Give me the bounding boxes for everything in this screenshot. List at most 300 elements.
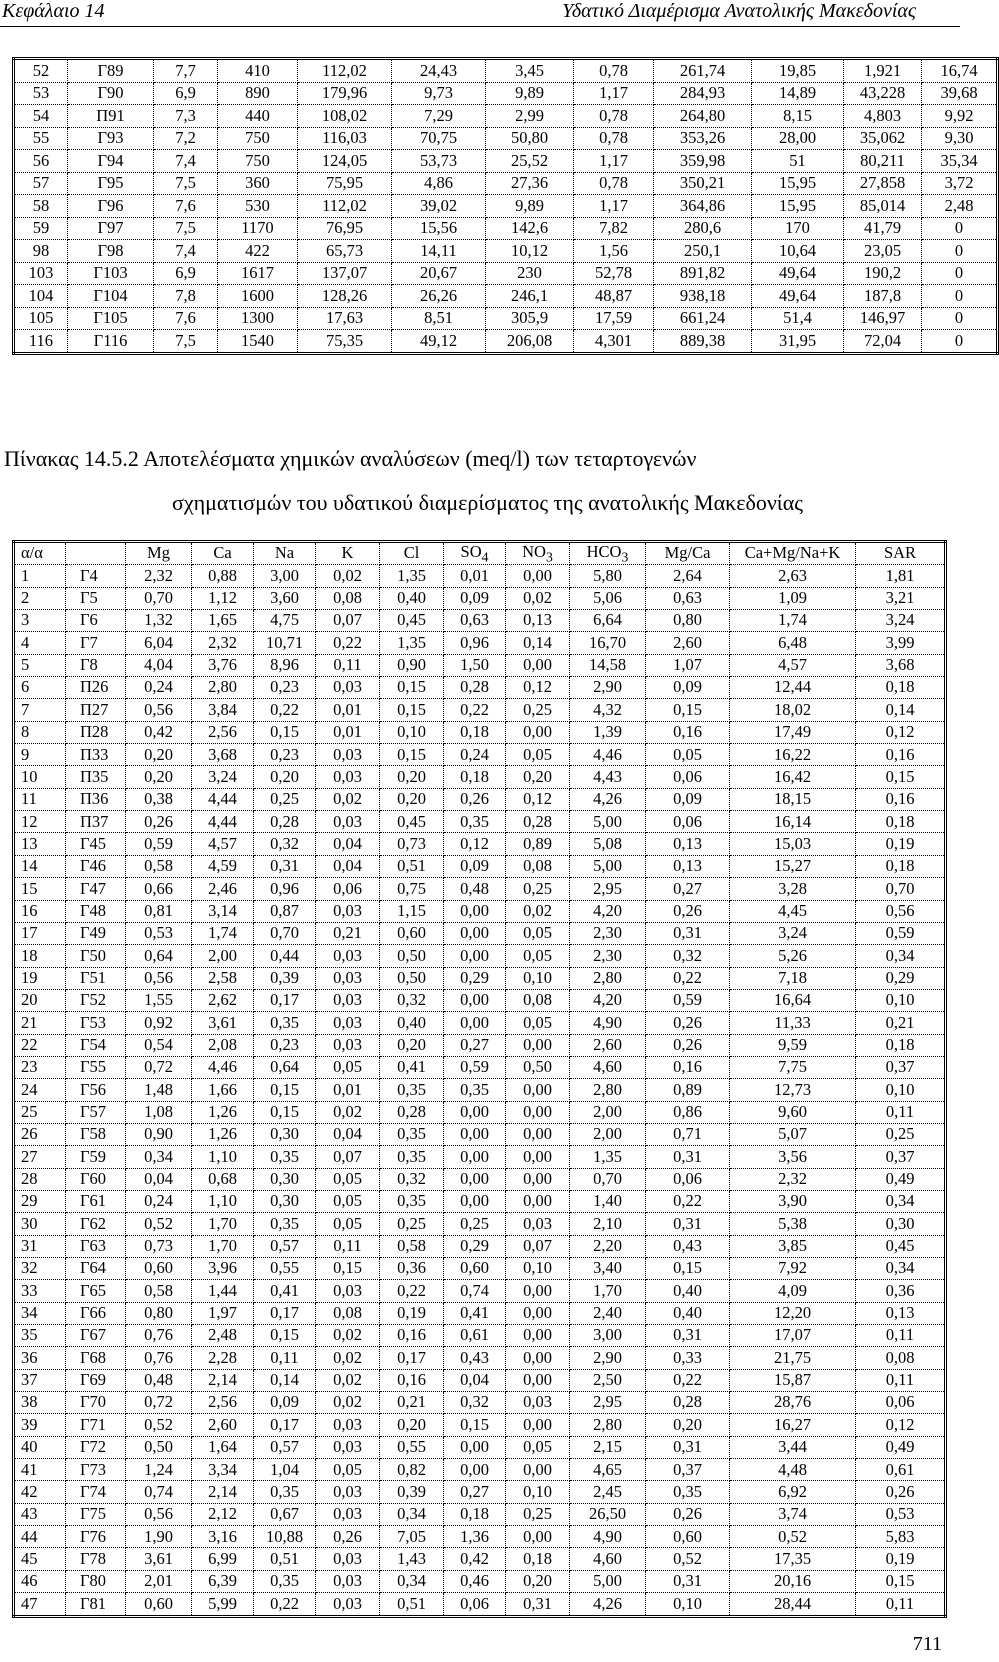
table-cell: 1,40 bbox=[570, 1190, 646, 1212]
table-cell: 0,35 bbox=[254, 1213, 316, 1235]
table-cell: 0,12 bbox=[856, 721, 946, 743]
table-cell: 59 bbox=[14, 217, 68, 240]
table-cell: 0,05 bbox=[316, 1056, 380, 1078]
table-cell: 4,57 bbox=[192, 833, 254, 855]
table-cell: 9 bbox=[14, 744, 66, 766]
table-row bbox=[14, 150, 998, 173]
table-cell: 0,06 bbox=[646, 766, 730, 788]
table-cell: 0,00 bbox=[506, 1146, 570, 1168]
table-cell: 24 bbox=[14, 1079, 66, 1101]
table-cell: 2,32 bbox=[192, 632, 254, 654]
table-cell: 0,71 bbox=[646, 1123, 730, 1145]
table-cell: 0,10 bbox=[856, 989, 946, 1011]
table-cell: 0,20 bbox=[126, 766, 192, 788]
table-cell: Γ98 bbox=[68, 240, 154, 263]
table-cell: 9,30 bbox=[922, 127, 998, 150]
table-cell: 26,50 bbox=[570, 1503, 646, 1525]
table-cell: 4,44 bbox=[192, 811, 254, 833]
table-cell: Γ81 bbox=[66, 1593, 126, 1616]
table-cell: 0,03 bbox=[316, 677, 380, 699]
table-cell: 31,95 bbox=[752, 330, 844, 354]
table-cell: 0,05 bbox=[506, 1436, 570, 1458]
table-cell: 889,38 bbox=[654, 330, 752, 354]
table-cell: Γ72 bbox=[66, 1436, 126, 1458]
table-cell: 0,59 bbox=[126, 833, 192, 855]
table-cell: 364,86 bbox=[654, 195, 752, 218]
table-cell: 0,03 bbox=[316, 1034, 380, 1056]
table-cell: 0,05 bbox=[506, 945, 570, 967]
table-cell: 0,70 bbox=[856, 878, 946, 900]
table-cell: 2,45 bbox=[570, 1481, 646, 1503]
table-cell: 0,22 bbox=[646, 1190, 730, 1212]
table-cell: 0,11 bbox=[316, 654, 380, 676]
table-cell: 0,56 bbox=[126, 1503, 192, 1525]
table-cell: 7,5 bbox=[154, 330, 218, 354]
table-cell: 46 bbox=[14, 1570, 66, 1592]
table-cell: 3,24 bbox=[856, 610, 946, 632]
table-cell: Π35 bbox=[66, 766, 126, 788]
table-cell: 0,03 bbox=[506, 1213, 570, 1235]
table-cell: 1,70 bbox=[192, 1213, 254, 1235]
table-cell: 360 bbox=[218, 172, 298, 195]
table-cell: 0 bbox=[922, 217, 998, 240]
table-cell: 0,20 bbox=[380, 1034, 444, 1056]
table-cell: 2,48 bbox=[922, 195, 998, 218]
table-row bbox=[14, 307, 998, 330]
table-row bbox=[14, 240, 998, 263]
table-cell: 10,71 bbox=[254, 632, 316, 654]
table-cell: 2,14 bbox=[192, 1481, 254, 1503]
table-cell: 57 bbox=[14, 172, 68, 195]
table-cell: 11 bbox=[14, 788, 66, 810]
table-cell: 4,90 bbox=[570, 1012, 646, 1034]
table-cell: 0,00 bbox=[444, 945, 506, 967]
table-cell: Γ66 bbox=[66, 1302, 126, 1324]
table-cell: 0,00 bbox=[506, 654, 570, 676]
table-cell: 128,26 bbox=[298, 285, 392, 308]
table-cell: 0,57 bbox=[254, 1235, 316, 1257]
no3-label: NO bbox=[522, 541, 546, 561]
table-cell: 28,76 bbox=[730, 1392, 856, 1414]
table-cell: 3,16 bbox=[192, 1526, 254, 1548]
table-cell: 2,58 bbox=[192, 967, 254, 989]
table-cell: Π36 bbox=[66, 788, 126, 810]
table-cell: 0,24 bbox=[126, 1190, 192, 1212]
table-cell: 32 bbox=[14, 1258, 66, 1280]
table-row bbox=[14, 262, 998, 285]
table-cell: 0,45 bbox=[856, 1235, 946, 1257]
table-cell: 28,44 bbox=[730, 1593, 856, 1616]
table-cell: 179,96 bbox=[298, 82, 392, 105]
table-cell: Γ49 bbox=[66, 922, 126, 944]
table-cell: 7,3 bbox=[154, 105, 218, 128]
table-cell: 0,78 bbox=[574, 127, 654, 150]
table-cell: 0,15 bbox=[316, 1258, 380, 1280]
table-cell: 0,20 bbox=[380, 766, 444, 788]
table-cell: 17,07 bbox=[730, 1325, 856, 1347]
table-cell: 1,17 bbox=[574, 150, 654, 173]
table-cell: 16 bbox=[14, 900, 66, 922]
table-cell: 2,62 bbox=[192, 989, 254, 1011]
table-cell: 21,75 bbox=[730, 1347, 856, 1369]
table-cell: 17,35 bbox=[730, 1548, 856, 1570]
table-cell: 2,46 bbox=[192, 878, 254, 900]
table-row bbox=[14, 127, 998, 150]
table-cell: Γ62 bbox=[66, 1213, 126, 1235]
table-cell: 31 bbox=[14, 1235, 66, 1257]
table-cell: 0,00 bbox=[506, 1168, 570, 1190]
header-cell: Na bbox=[254, 542, 316, 565]
table-row bbox=[14, 945, 946, 967]
table-cell: 2,28 bbox=[192, 1347, 254, 1369]
table-row bbox=[14, 855, 946, 877]
table-cell: 0,00 bbox=[506, 1101, 570, 1123]
table-cell: 0,16 bbox=[380, 1325, 444, 1347]
table-cell: 45 bbox=[14, 1548, 66, 1570]
table-cell: 0,28 bbox=[646, 1392, 730, 1414]
table-cell: 0,32 bbox=[646, 945, 730, 967]
table-cell: 53 bbox=[14, 82, 68, 105]
table-cell: 4,65 bbox=[570, 1459, 646, 1481]
table-cell: 4,20 bbox=[570, 900, 646, 922]
table-cell: 0,18 bbox=[444, 721, 506, 743]
table-cell: 15,95 bbox=[752, 172, 844, 195]
table-cell: 2,56 bbox=[192, 721, 254, 743]
table-cell: 0,15 bbox=[856, 1570, 946, 1592]
table-cell: 0,49 bbox=[856, 1168, 946, 1190]
table-cell: 1,17 bbox=[574, 195, 654, 218]
table-cell: 4,43 bbox=[570, 766, 646, 788]
table-row bbox=[14, 1392, 946, 1414]
table-row bbox=[14, 195, 998, 218]
table-cell: 0,36 bbox=[380, 1258, 444, 1280]
table-caption bbox=[4, 446, 803, 515]
table-cell: 0,08 bbox=[856, 1347, 946, 1369]
table-cell: 0,17 bbox=[254, 1302, 316, 1324]
table-cell: 2,30 bbox=[570, 922, 646, 944]
table-cell: Γ89 bbox=[68, 59, 154, 83]
table-cell: 0,17 bbox=[254, 1414, 316, 1436]
table-cell: 2,15 bbox=[570, 1436, 646, 1458]
table-cell: Γ78 bbox=[66, 1548, 126, 1570]
table-row bbox=[14, 1034, 946, 1056]
table-cell: 1,10 bbox=[192, 1146, 254, 1168]
table-cell: 0 bbox=[922, 262, 998, 285]
table-cell: 0,26 bbox=[316, 1526, 380, 1548]
so4-label: SO bbox=[460, 541, 482, 561]
table-cell: 1,50 bbox=[444, 654, 506, 676]
table-cell: 43 bbox=[14, 1503, 66, 1525]
table-cell: 4,46 bbox=[570, 744, 646, 766]
table-cell: 8,96 bbox=[254, 654, 316, 676]
table-cell: 50,80 bbox=[486, 127, 574, 150]
table-cell: 0,58 bbox=[126, 1280, 192, 1302]
table-cell: 0,17 bbox=[254, 989, 316, 1011]
table-cell: 0,16 bbox=[646, 1056, 730, 1078]
table-row bbox=[14, 989, 946, 1011]
table-cell: 25,52 bbox=[486, 150, 574, 173]
table-cell: Γ75 bbox=[66, 1503, 126, 1525]
table-cell: 0,04 bbox=[444, 1369, 506, 1391]
table-cell: 17,49 bbox=[730, 721, 856, 743]
hco3-subscript: 3 bbox=[621, 548, 629, 564]
table-cell: Γ65 bbox=[66, 1280, 126, 1302]
table-cell: 6,92 bbox=[730, 1481, 856, 1503]
table-row bbox=[14, 744, 946, 766]
table-cell: 1,39 bbox=[570, 721, 646, 743]
table-cell: 0,03 bbox=[316, 900, 380, 922]
table-row bbox=[14, 788, 946, 810]
table-cell: 0,24 bbox=[444, 744, 506, 766]
table-cell: 0,53 bbox=[856, 1503, 946, 1525]
table-cell: 0,00 bbox=[444, 1459, 506, 1481]
table-cell: 0,26 bbox=[646, 900, 730, 922]
table-cell: 112,02 bbox=[298, 59, 392, 83]
table-cell: 0,61 bbox=[444, 1325, 506, 1347]
table-cell: 22 bbox=[14, 1034, 66, 1056]
table-cell: 28,00 bbox=[752, 127, 844, 150]
table-cell: 0,74 bbox=[444, 1280, 506, 1302]
table-cell: 15,56 bbox=[392, 217, 486, 240]
table-cell: 2,90 bbox=[570, 1347, 646, 1369]
table-cell: 0,01 bbox=[316, 721, 380, 743]
table-cell: 0,80 bbox=[126, 1302, 192, 1324]
table-cell: 33 bbox=[14, 1280, 66, 1302]
table-cell: 0,30 bbox=[254, 1123, 316, 1145]
table-cell: 0,48 bbox=[444, 878, 506, 900]
table-cell: 0,11 bbox=[316, 1235, 380, 1257]
table-cell: 7,7 bbox=[154, 59, 218, 83]
table-cell: 0,34 bbox=[126, 1146, 192, 1168]
table-row bbox=[14, 1101, 946, 1123]
table-cell: 0,60 bbox=[126, 1593, 192, 1616]
table-cell: 750 bbox=[218, 150, 298, 173]
table-cell: 49,12 bbox=[392, 330, 486, 354]
table-cell: 0,78 bbox=[574, 172, 654, 195]
table-cell: 0,51 bbox=[254, 1548, 316, 1570]
table-cell: 26 bbox=[14, 1123, 66, 1145]
table-cell: Γ6 bbox=[66, 610, 126, 632]
table-cell: 0,50 bbox=[506, 1056, 570, 1078]
table-cell: 0,51 bbox=[380, 855, 444, 877]
table-cell: 38 bbox=[14, 1392, 66, 1414]
table-cell: Γ5 bbox=[66, 587, 126, 609]
table-cell: 10,88 bbox=[254, 1526, 316, 1548]
table-cell: 0,50 bbox=[380, 967, 444, 989]
table-cell: 2,20 bbox=[570, 1235, 646, 1257]
table-cell: 26,26 bbox=[392, 285, 486, 308]
table-cell: 0,75 bbox=[380, 878, 444, 900]
table-cell: 1,32 bbox=[126, 610, 192, 632]
table-cell: 0,15 bbox=[646, 1258, 730, 1280]
table-cell: 0,73 bbox=[380, 833, 444, 855]
header-cell: Mg/Ca bbox=[646, 542, 730, 565]
table-cell: 24,43 bbox=[392, 59, 486, 83]
table-cell: 0,03 bbox=[316, 1503, 380, 1525]
table-cell: 29 bbox=[14, 1190, 66, 1212]
table-cell: 23,05 bbox=[844, 240, 922, 263]
table-cell: 0,22 bbox=[646, 967, 730, 989]
table-cell: 4,59 bbox=[192, 855, 254, 877]
table-cell: 0,03 bbox=[316, 1570, 380, 1592]
table-cell: 80,211 bbox=[844, 150, 922, 173]
table-cell: Γ4 bbox=[66, 565, 126, 587]
table-cell: 4,803 bbox=[844, 105, 922, 128]
table-cell: 2,63 bbox=[730, 565, 856, 587]
table-cell: Γ48 bbox=[66, 900, 126, 922]
table-cell: 0,43 bbox=[646, 1235, 730, 1257]
table-cell: 170 bbox=[752, 217, 844, 240]
table-cell: 0,03 bbox=[316, 811, 380, 833]
table-cell: 0,72 bbox=[126, 1056, 192, 1078]
table-cell: Γ69 bbox=[66, 1369, 126, 1391]
table-cell: 4,90 bbox=[570, 1526, 646, 1548]
table-cell: 0,03 bbox=[316, 1593, 380, 1616]
table-cell: 5,07 bbox=[730, 1123, 856, 1145]
table-cell: 0,13 bbox=[646, 855, 730, 877]
table-cell: 0,52 bbox=[126, 1213, 192, 1235]
table-cell: 0,25 bbox=[856, 1123, 946, 1145]
table-cell: 0,66 bbox=[126, 878, 192, 900]
table-cell: 2,95 bbox=[570, 878, 646, 900]
table-cell: 20 bbox=[14, 989, 66, 1011]
table-cell: 0,26 bbox=[646, 1034, 730, 1056]
table-cell: 0,16 bbox=[380, 1369, 444, 1391]
table-cell: 39,68 bbox=[922, 82, 998, 105]
table-cell: 5,99 bbox=[192, 1593, 254, 1616]
table-cell: 0,52 bbox=[126, 1414, 192, 1436]
table-cell: 70,75 bbox=[392, 127, 486, 150]
table-cell: 0,31 bbox=[646, 1146, 730, 1168]
table-cell: 0,13 bbox=[506, 610, 570, 632]
table-cell: 0,89 bbox=[646, 1079, 730, 1101]
table-cell: 14,89 bbox=[752, 82, 844, 105]
table-cell: 2,60 bbox=[192, 1414, 254, 1436]
table-cell: 27 bbox=[14, 1146, 66, 1168]
table-cell: 0,09 bbox=[646, 677, 730, 699]
table-cell: 0,03 bbox=[316, 967, 380, 989]
table-cell: 2,64 bbox=[646, 565, 730, 587]
table-row bbox=[14, 610, 946, 632]
table-cell: 10 bbox=[14, 766, 66, 788]
table-cell: 246,1 bbox=[486, 285, 574, 308]
table-cell: 0,10 bbox=[380, 721, 444, 743]
table-cell: 0,01 bbox=[316, 699, 380, 721]
table-cell: 54 bbox=[14, 105, 68, 128]
table-cell: 0,00 bbox=[506, 1302, 570, 1324]
table-cell: Γ95 bbox=[68, 172, 154, 195]
table-row bbox=[14, 1280, 946, 1302]
table-cell: 0,58 bbox=[126, 855, 192, 877]
table-cell: 5 bbox=[14, 654, 66, 676]
table-cell: 0,68 bbox=[192, 1168, 254, 1190]
table-cell: 0,18 bbox=[856, 1034, 946, 1056]
table-cell: 17,59 bbox=[574, 307, 654, 330]
table-cell: Γ51 bbox=[66, 967, 126, 989]
table-cell: 108,02 bbox=[298, 105, 392, 128]
table-cell: 4,75 bbox=[254, 610, 316, 632]
table-cell: 0,78 bbox=[574, 105, 654, 128]
table-cell: 112,02 bbox=[298, 195, 392, 218]
table-cell: 1 bbox=[14, 565, 66, 587]
table-cell: 0,90 bbox=[126, 1123, 192, 1145]
table-cell: 0,26 bbox=[646, 1503, 730, 1525]
table-cell: 0,81 bbox=[126, 900, 192, 922]
table-cell: 2,90 bbox=[570, 677, 646, 699]
table-cell: 2,00 bbox=[570, 1123, 646, 1145]
table-cell: 8,15 bbox=[752, 105, 844, 128]
table-cell: 0,11 bbox=[856, 1325, 946, 1347]
table-row bbox=[14, 565, 946, 587]
table-cell: Γ103 bbox=[68, 262, 154, 285]
table-cell: 0,15 bbox=[380, 677, 444, 699]
table-cell: 0,31 bbox=[646, 1325, 730, 1347]
table-cell: 7,4 bbox=[154, 150, 218, 173]
table-cell: 0,20 bbox=[506, 1570, 570, 1592]
table-row bbox=[14, 1459, 946, 1481]
table-cell: 0,67 bbox=[254, 1503, 316, 1525]
header-cell: α/α bbox=[14, 542, 66, 565]
table-cell: 0,11 bbox=[856, 1101, 946, 1123]
table-cell: 3,14 bbox=[192, 900, 254, 922]
table-cell: Γ50 bbox=[66, 945, 126, 967]
table-cell: 0,42 bbox=[444, 1548, 506, 1570]
table-cell: 7,92 bbox=[730, 1258, 856, 1280]
table-cell: 12,20 bbox=[730, 1302, 856, 1324]
table-cell: 305,9 bbox=[486, 307, 574, 330]
table-cell: 3,61 bbox=[126, 1548, 192, 1570]
table-cell: 75,95 bbox=[298, 172, 392, 195]
table-cell: 0,18 bbox=[856, 677, 946, 699]
table-cell: 1,81 bbox=[856, 565, 946, 587]
table-cell: 0 bbox=[922, 285, 998, 308]
table-cell: 3,61 bbox=[192, 1012, 254, 1034]
table-cell: Γ96 bbox=[68, 195, 154, 218]
table-cell: 0,76 bbox=[126, 1325, 192, 1347]
table-cell: 3,00 bbox=[570, 1325, 646, 1347]
table-cell: 18,02 bbox=[730, 699, 856, 721]
table-cell: 0,25 bbox=[506, 1503, 570, 1525]
table-cell: 0,18 bbox=[444, 1503, 506, 1525]
table-cell: 0 bbox=[922, 240, 998, 263]
table-cell: 0,13 bbox=[646, 833, 730, 855]
table-cell: 5,80 bbox=[570, 565, 646, 587]
table-cell: 0,28 bbox=[506, 811, 570, 833]
table-cell: 2,01 bbox=[126, 1570, 192, 1592]
table-cell: 2,32 bbox=[126, 565, 192, 587]
table-cell: 0,09 bbox=[444, 855, 506, 877]
table-cell: 1617 bbox=[218, 262, 298, 285]
table-cell: 3,34 bbox=[192, 1459, 254, 1481]
table-cell: 42 bbox=[14, 1481, 66, 1503]
table-cell: 0,56 bbox=[856, 900, 946, 922]
table-cell: 0,00 bbox=[444, 1168, 506, 1190]
table-cell: 750 bbox=[218, 127, 298, 150]
table-cell: 261,74 bbox=[654, 59, 752, 83]
table-cell: Γ55 bbox=[66, 1056, 126, 1078]
table-row bbox=[14, 878, 946, 900]
table-row bbox=[14, 811, 946, 833]
table-cell: 230 bbox=[486, 262, 574, 285]
table-cell: 0,02 bbox=[316, 1325, 380, 1347]
table-cell: 75,35 bbox=[298, 330, 392, 354]
table-cell: Γ70 bbox=[66, 1392, 126, 1414]
table-row bbox=[14, 677, 946, 699]
table-cell: 3,84 bbox=[192, 699, 254, 721]
table-cell: 2,56 bbox=[192, 1392, 254, 1414]
table-cell: 7,18 bbox=[730, 967, 856, 989]
table-cell: 16,14 bbox=[730, 811, 856, 833]
